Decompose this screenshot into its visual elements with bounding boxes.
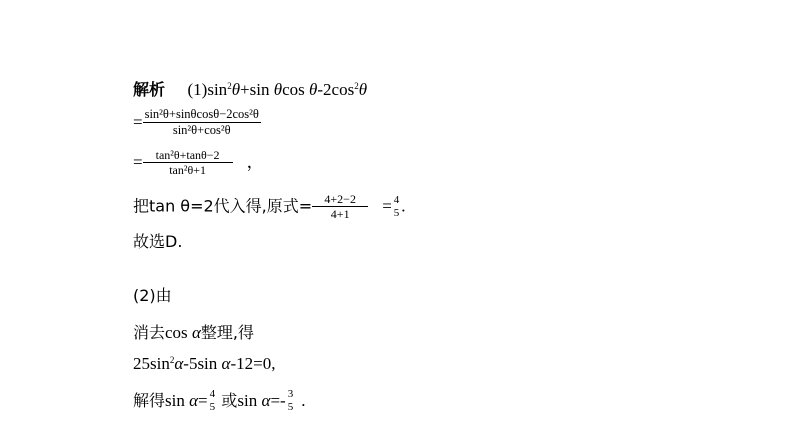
solution-value-1 — [208, 388, 218, 414]
step1-expression: $(1)\sin^2\theta+\sin$ θcos $\theta-2\cos^2\theta$ — [187, 80, 368, 99]
title-line — [133, 80, 367, 100]
substitute-line — [133, 192, 406, 221]
solution-value-2-den: 5 — [287, 401, 294, 413]
fraction-2-denominator: tan²θ+1 — [169, 163, 206, 177]
eliminate-line: 消去cos α整理,得 — [133, 323, 254, 342]
substitute-result — [392, 194, 402, 220]
solution-value-1-den: 5 — [209, 401, 216, 413]
fraction-1-numerator: sin²θ+sinθcosθ−2cos²θ — [144, 107, 259, 121]
substitute-equals: = — [382, 196, 392, 216]
substitute-end: . — [401, 196, 406, 216]
substitute-result-num: 4 — [393, 193, 400, 206]
solution-value-2 — [286, 388, 296, 414]
solution-end: . — [301, 391, 306, 410]
substitute-prefix: 把tan θ=2代入得,原式= — [133, 196, 313, 216]
substitute-result-den: 5 — [393, 206, 400, 219]
solution-value-2-num: 3 — [287, 388, 294, 400]
section-title: 解析 — [133, 80, 166, 99]
substitute-denominator: 4+1 — [330, 207, 350, 221]
fraction-2 — [143, 148, 233, 177]
part2-label: (2)由 — [133, 286, 172, 305]
substitute-fraction — [312, 192, 368, 221]
equation-line: $25\sin^2\alpha-5\sin$ α-12=0, — [133, 354, 276, 373]
fraction-line-2: = $\frac{\text{tan²θ+tanθ−2}}{\text{tan²θ+1}}$ ， — [133, 148, 264, 177]
fraction-2-numerator: tan²θ+tanθ−2 — [155, 148, 220, 162]
fraction-line-1: = $\frac{\text{sin²θ+sinθcosθ−2cos²θ}}{\text{sin²θ+cos²θ}}$ — [133, 107, 259, 137]
solution-value-1-num: 4 — [209, 388, 216, 400]
choice-line: 故选D. — [133, 232, 183, 251]
fraction-1 — [143, 107, 261, 138]
fraction-2-trailing: ， — [246, 152, 264, 172]
solution-line: 解得sin α= 4 5 或sin α=- 3 5 . — [133, 388, 306, 413]
substitute-numerator: 4+2−2 — [324, 192, 356, 206]
fraction-1-denominator: sin²θ+cos²θ — [172, 123, 231, 137]
